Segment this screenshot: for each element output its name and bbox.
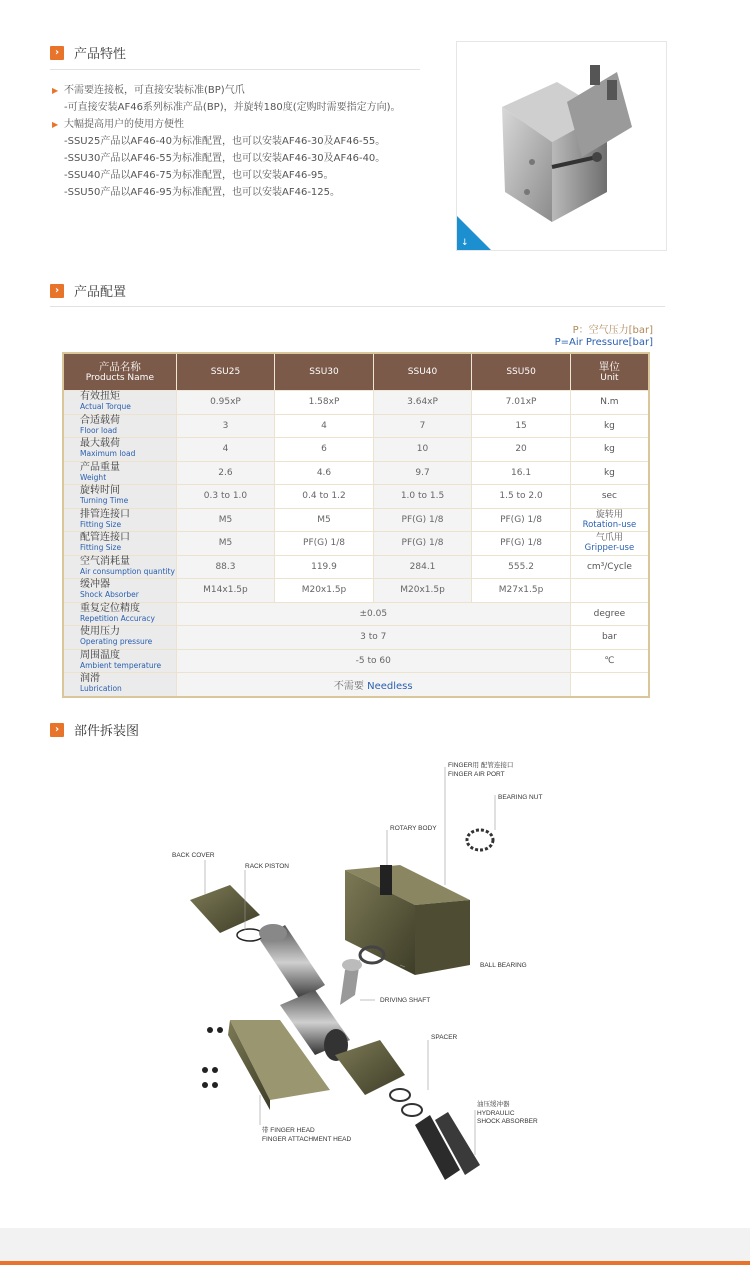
- table-row: 产品重量 Weight 2.6 4.6 9.7 16.1 kg: [63, 461, 649, 485]
- feature-line: -SSU40产品以AF46-75为标准配置，也可以安装AF46-95。: [64, 170, 334, 181]
- feature-line: -SSU25产品以AF46-40为标准配置，也可以安装AF46-30及AF46-55。: [64, 136, 386, 147]
- table-row: 使用压力 Operating pressure 3 to 7 bar: [63, 626, 649, 650]
- section-config-label: 产品配置: [74, 285, 127, 300]
- feature-line: ▶ 大幅提高用户的使用方便性: [52, 116, 432, 133]
- table-row: 空气消耗量 Air consumption quantity 88.3 119.9 284.1 555.2 cm³/Cycle: [63, 555, 649, 579]
- bullet-icon: ▶: [52, 86, 59, 95]
- table-header-row: [63, 353, 649, 391]
- footer-background: [0, 1228, 750, 1261]
- section-exploded-title: [50, 720, 139, 739]
- section-config-title: [50, 281, 126, 300]
- label-finger-port-cn: FINGER用 配管连接口: [448, 762, 514, 769]
- header-product-name: 产品名称 Products Name: [63, 353, 176, 391]
- table-row: 润滑 Lubrication 不需要 Needless: [63, 673, 649, 697]
- label-shock-en2: SHOCK ABSORBER: [477, 1118, 538, 1125]
- chevron-right-icon: ›: [50, 723, 64, 737]
- pressure-legend-cn: P：空气压力[bar]: [572, 325, 653, 336]
- section-divider: [50, 69, 420, 70]
- label-finger-port-en: FINGER AIR PORT: [448, 771, 505, 778]
- section-divider: [50, 306, 665, 307]
- bearing-nut-part: [467, 830, 493, 850]
- section-exploded-label: 部件拆装图: [74, 724, 140, 739]
- feature-line: ▶ 不需要连接板，可直接安装标准(BP)气爪: [52, 82, 432, 99]
- feature-line: -SSU30产品以AF46-55为标准配置，也可以安装AF46-30及AF46-40。: [64, 153, 386, 164]
- label-finger-head-en: FINGER ATTACHMENT HEAD: [262, 1136, 352, 1143]
- table-row: 旋转时间 Turning Time 0.3 to 1.0 0.4 to 1.2 1.0 to 1.5 1.5 to 2.0 sec: [63, 485, 649, 509]
- table-row: 周围温度 Ambient temperature -5 to 60 ℃: [63, 649, 649, 673]
- label-spacer: SPACER: [431, 1034, 458, 1041]
- table-row: 排管连接口 Fitting Size M5 M5 PF(G) 1/8 PF(G) 1/8 旋转用 Rotation-use: [63, 508, 649, 532]
- header-model: SSU25: [176, 353, 275, 391]
- rack-piston-part: [259, 924, 325, 1000]
- features-list: [52, 82, 432, 201]
- label-driving-shaft: DRIVING SHAFT: [380, 997, 431, 1004]
- table-row: 合适载荷 Floor load 3 4 7 15 kg: [63, 414, 649, 438]
- header-model: SSU50: [472, 353, 571, 391]
- spec-table: [62, 352, 650, 698]
- back-cover-part: [190, 885, 263, 941]
- chevron-right-icon: ›: [50, 284, 64, 298]
- table-row: 有效扭矩 Actual Torque 0.95xP 1.58xP 3.64xP 7.01xP N.m: [63, 391, 649, 415]
- table-row: 缓冲器 Shock Absorber M14x1.5p M20x1.5p M20x1.5p M27x1.5p: [63, 579, 649, 603]
- label-shock-cn: 油压缓冲器: [477, 1101, 510, 1108]
- label-bearing-nut: BEARING NUT: [498, 794, 543, 801]
- bullet-icon: ▶: [52, 120, 59, 129]
- label-shock-en1: HYDRAULIC: [477, 1110, 515, 1117]
- pressure-legend-en: P=Air Pressure[bar]: [554, 337, 653, 348]
- driving-shaft-part: [340, 959, 362, 1005]
- header-model: SSU30: [275, 353, 374, 391]
- spacer-part: [390, 1089, 410, 1101]
- header-unit: 單位 Unit: [570, 353, 649, 391]
- exploded-view-diagram: [150, 755, 600, 1185]
- spacer-part: [402, 1104, 422, 1116]
- label-rack-piston: RACK PISTON: [245, 863, 289, 870]
- section-features-label: 产品特性: [74, 47, 127, 62]
- rotary-actuator-image: [457, 42, 666, 250]
- table-row: 重复定位精度 Repetition Accuracy ±0.05 degree: [63, 602, 649, 626]
- label-back-cover: BACK COVER: [172, 852, 215, 859]
- feature-line: -可直接安装AF46系列标准产品(BP)，并旋转180度(定购时需要指定方向)。: [64, 102, 401, 113]
- download-icon[interactable]: ↓: [461, 238, 469, 248]
- chevron-right-icon: ›: [50, 46, 64, 60]
- section-features-title: [50, 43, 126, 62]
- table-row: 最大载荷 Maximum load 4 6 10 20 kg: [63, 438, 649, 462]
- footer-accent-bar: [0, 1261, 750, 1265]
- label-rotary-body: ROTARY BODY: [390, 825, 437, 832]
- feature-line: -SSU50产品以AF46-95为标准配置，也可以安装AF46-125。: [64, 187, 341, 198]
- header-model: SSU40: [373, 353, 472, 391]
- table-row: 配管连接口 Fitting Size M5 PF(G) 1/8 PF(G) 1/8 PF(G) 1/8 气爪用 Gripper-use: [63, 532, 649, 556]
- label-ball-bearing: BALL BEARING: [480, 962, 527, 969]
- rotary-body-part: [345, 865, 470, 975]
- shock-absorber-part: [415, 1112, 480, 1180]
- label-finger-head-cn: 带 FINGER HEAD: [262, 1127, 315, 1134]
- product-photo[interactable]: [456, 41, 667, 251]
